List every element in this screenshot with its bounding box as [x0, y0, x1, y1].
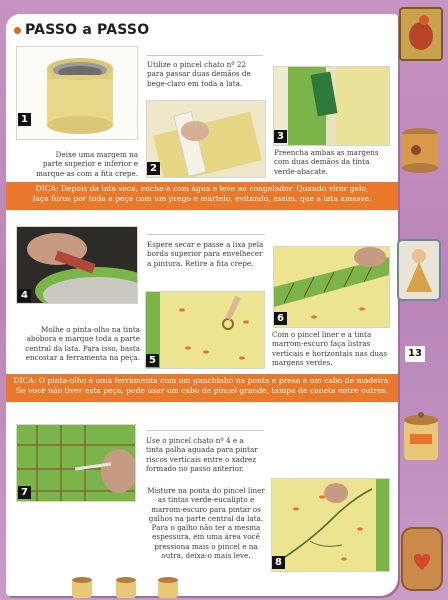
step2-photo — [146, 100, 266, 178]
step2-caption: Deixe uma margem na parte superior e inferior e marque-as com a fita crepe. — [36, 150, 138, 178]
step1-photo — [16, 46, 138, 140]
page-number: 13 — [405, 346, 425, 362]
plaid-illustration — [17, 425, 135, 501]
branches-illustration — [272, 479, 389, 571]
step-number: 8 — [272, 556, 285, 569]
dots-illustration — [146, 292, 264, 368]
sanding-illustration — [17, 227, 137, 303]
green-paint-illustration — [274, 67, 389, 145]
page-title: PASSO a PASSO — [25, 22, 150, 38]
step5-caption: Molhe o pinta-olho na tinta abóbora e marque toda a parte central da lata. Para isso, basta encostar a ferramenta na peça. — [25, 325, 140, 362]
step5-photo — [145, 291, 265, 369]
step3-caption: Preencha ambas as margens com duas demãos da tinta verde-abacate. — [274, 148, 379, 176]
step1-caption: Utilize o pincel chato nº 22 para passar duas demãos de bege-claro em toda a lata. — [147, 60, 251, 88]
tip-banner: DICA: Depois da lata seca, encha-a com água e leve ao congelador. Quando virar gelo, faça furos por toda a peça com um prego e martelo, evitando, assim, que a lata amasse. — [6, 182, 398, 210]
step-number: 5 — [146, 354, 159, 367]
step8-caption: Misture na ponta do pincel liner as tintas verde-eucalipto e marrom-escuro para pintar os galhos na parte central da lata. Para o galho não ter a mesma espessura, em uma área você pressiona mais o pincel e na outra, deixa-o mais leve. — [147, 486, 265, 561]
step4-caption: Espere secar e passe a lixa pela borda superior para envelhecer a pintura. Retire a fita crepe. — [147, 240, 264, 268]
tip-banner: DICA: O pinta-olho é uma ferramenta com um ganchinho na ponta e presa a um cabo de madeira. Se você não tiver esta peça, pode usar um cabo de pincel grande, tampa de caneta entre outros. — [6, 374, 398, 402]
can-illustration — [17, 47, 137, 139]
rooster-tile-decoration — [398, 6, 444, 64]
step-number: 3 — [274, 130, 287, 143]
section-header — [14, 22, 149, 38]
step-number: 6 — [274, 312, 287, 325]
step3-photo — [273, 66, 390, 146]
jar-row-decoration — [70, 574, 190, 600]
divider — [147, 55, 263, 56]
tray-decoration — [398, 524, 444, 594]
stripes-illustration — [274, 247, 389, 327]
jar-decoration — [398, 410, 444, 464]
angel-can-decoration — [394, 234, 444, 304]
tape-illustration — [147, 101, 265, 177]
step7-caption: Use o pincel chato nº 4 e a tinta palha aguada para pintar riscos verticais entre o xadrez formado no passo anterior. — [146, 436, 258, 473]
decorated-can-decoration — [396, 124, 444, 174]
step4-photo — [16, 226, 138, 304]
divider — [147, 234, 265, 235]
step8-photo — [271, 478, 390, 572]
step-number: 7 — [18, 486, 31, 499]
bullet-icon — [14, 27, 21, 34]
divider — [146, 430, 264, 431]
step7-photo — [16, 424, 136, 502]
step6-caption: Com o pincel liner e a tinta marrom-escuro faça listras verticais e horizontais nas duas margens verdes. — [272, 330, 388, 367]
step-number: 4 — [18, 289, 31, 302]
step-number: 1 — [18, 113, 31, 126]
step6-photo — [273, 246, 390, 328]
step-number: 2 — [147, 162, 160, 175]
